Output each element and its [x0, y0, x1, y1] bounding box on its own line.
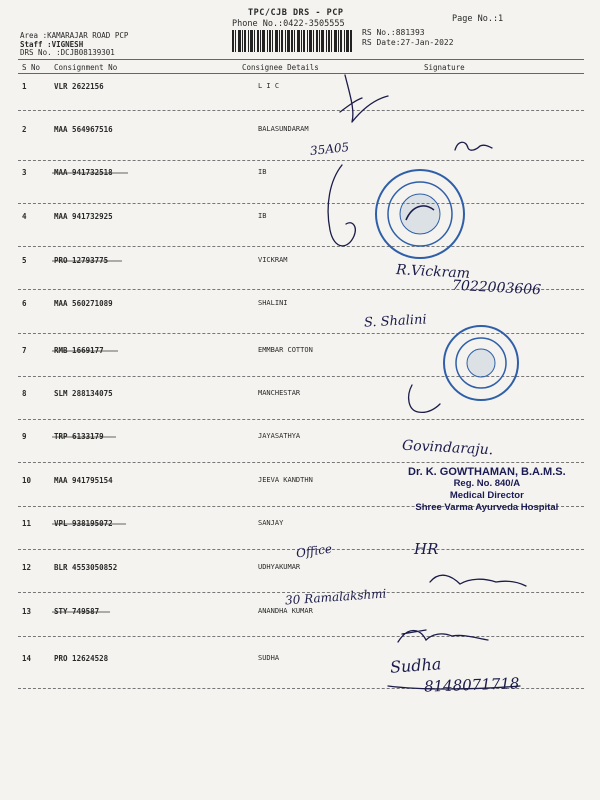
drs-number: DRS No. :DCJB08139301 — [20, 48, 115, 57]
row-9-consignment: TRP 6133179 — [54, 432, 104, 441]
signature-row-1 — [340, 75, 388, 122]
row-10-consignment: MAA 941795154 — [54, 476, 113, 485]
row-1-consignment: VLR 2622156 — [54, 82, 104, 91]
row-8-sno: 8 — [22, 389, 27, 398]
row-2-consignment: MAA 564967516 — [54, 125, 113, 134]
row-5-consignee: VICKRAM — [258, 256, 288, 264]
rs-date: RS Date:27-Jan-2022 — [362, 38, 454, 47]
hospital-round-stamp — [440, 322, 522, 404]
staff-field: Staff :VIGNESH — [20, 40, 84, 49]
col-signature-header: Signature — [424, 63, 465, 72]
row-4-sno: 4 — [22, 212, 27, 221]
bank-round-stamp — [372, 166, 468, 262]
drs-title: TPC/CJB DRS - PCP — [248, 8, 344, 18]
handwritten-row9-name: Govindaraju. — [401, 437, 494, 459]
rs-number: RS No.:881393 — [362, 28, 425, 37]
row-6-sno: 6 — [22, 299, 27, 308]
row-13-consignment: STY 749587 — [54, 607, 100, 616]
doctor-stamp-hospital: Shree Varma Ayurveda Hospital — [415, 502, 559, 513]
row-12-consignee: UDHYAKUMAR — [258, 563, 301, 571]
handwritten-row2-note: 35A05 — [309, 139, 350, 159]
row-9-sno: 9 — [22, 432, 27, 441]
row-8-consignee: MANCHESTAR — [258, 389, 301, 397]
doctor-stamp-role: Medical Director — [449, 490, 524, 501]
row-4-consignment: MAA 941732925 — [54, 212, 113, 221]
signature-row-8 — [409, 385, 440, 412]
row-14-consignee: SUDHA — [258, 654, 280, 662]
row-3-consignment: MAA 941732518 — [54, 168, 113, 177]
row-12-consignment: BLR 4553050852 — [54, 563, 118, 572]
row-12-sno: 12 — [22, 563, 32, 572]
col-sno-header: S No — [22, 63, 41, 72]
doctor-stamp-name: Dr. K. GOWTHAMAN, B.A.M.S. — [408, 466, 566, 478]
row-7-sno: 7 — [22, 346, 27, 355]
row-11-sno: 11 — [22, 519, 32, 528]
row-9-consignee: JAYASATHYA — [258, 432, 301, 440]
row-10-sno: 10 — [22, 476, 32, 485]
signature-row-2 — [455, 142, 492, 150]
row-1-consignee: L I C — [258, 82, 280, 90]
row-11-consignment: VPL 938195072 — [54, 519, 113, 528]
row-13-sno: 13 — [22, 607, 32, 616]
col-consignee-header: Consignee Details — [242, 63, 319, 72]
handwritten-row11-note: Office — [295, 541, 333, 561]
row-3-sno: 3 — [22, 168, 27, 177]
row-11-consignee: SANJAY — [258, 519, 284, 527]
page-number: Page No.:1 — [452, 14, 504, 24]
row-14-consignment: PRO 12624528 — [54, 654, 109, 663]
signature-row-13 — [398, 630, 488, 642]
handwritten-row5-phone: 7022003606 — [451, 277, 542, 299]
row-5-consignment: PRO 12793775 — [54, 256, 109, 265]
handwritten-row14-phone: 8148071718 — [423, 674, 520, 696]
signature-row-12 — [430, 575, 526, 586]
col-consignment-header: Consignment No — [54, 63, 118, 72]
row-3-consignee: IB — [258, 168, 267, 176]
row-7-consignee: EMMBAR COTTON — [258, 346, 313, 354]
row-1-sno: 1 — [22, 82, 27, 91]
doctor-stamp-reg: Reg. No. 840/A — [453, 478, 521, 489]
row-7-consignment: RMB 1669177 — [54, 346, 104, 355]
row-8-consignment: SLM 288134075 — [54, 389, 113, 398]
signature-row-3-4 — [328, 165, 355, 246]
handwritten-row12-note: 30 Ramalakshmi — [284, 586, 387, 608]
doctor-stamp — [408, 466, 566, 514]
handwritten-row14-name: Sudha — [389, 654, 442, 677]
row-6-consignee: SHALINI — [258, 299, 288, 307]
row-14-sno: 14 — [22, 654, 32, 663]
handwritten-row5-name: R.Vickram — [395, 262, 471, 282]
row-13-consignee: ANANDHA KUMAR — [258, 607, 313, 615]
row-2-consignee: BALASUNDARAM — [258, 125, 309, 133]
row-2-sno: 2 — [22, 125, 27, 134]
row-10-consignee: JEEVA KANDTHN — [258, 476, 313, 484]
handwritten-row11-hr: HR — [414, 540, 439, 558]
area-field: Area :KAMARAJAR ROAD PCP — [20, 31, 129, 40]
handwritten-row6-name: S. Shalini — [363, 312, 427, 331]
row-5-sno: 5 — [22, 256, 27, 265]
row-6-consignment: MAA 560271089 — [54, 299, 113, 308]
row-4-consignee: IB — [258, 212, 267, 220]
phone-number: Phone No.:0422-3505555 — [232, 19, 345, 29]
